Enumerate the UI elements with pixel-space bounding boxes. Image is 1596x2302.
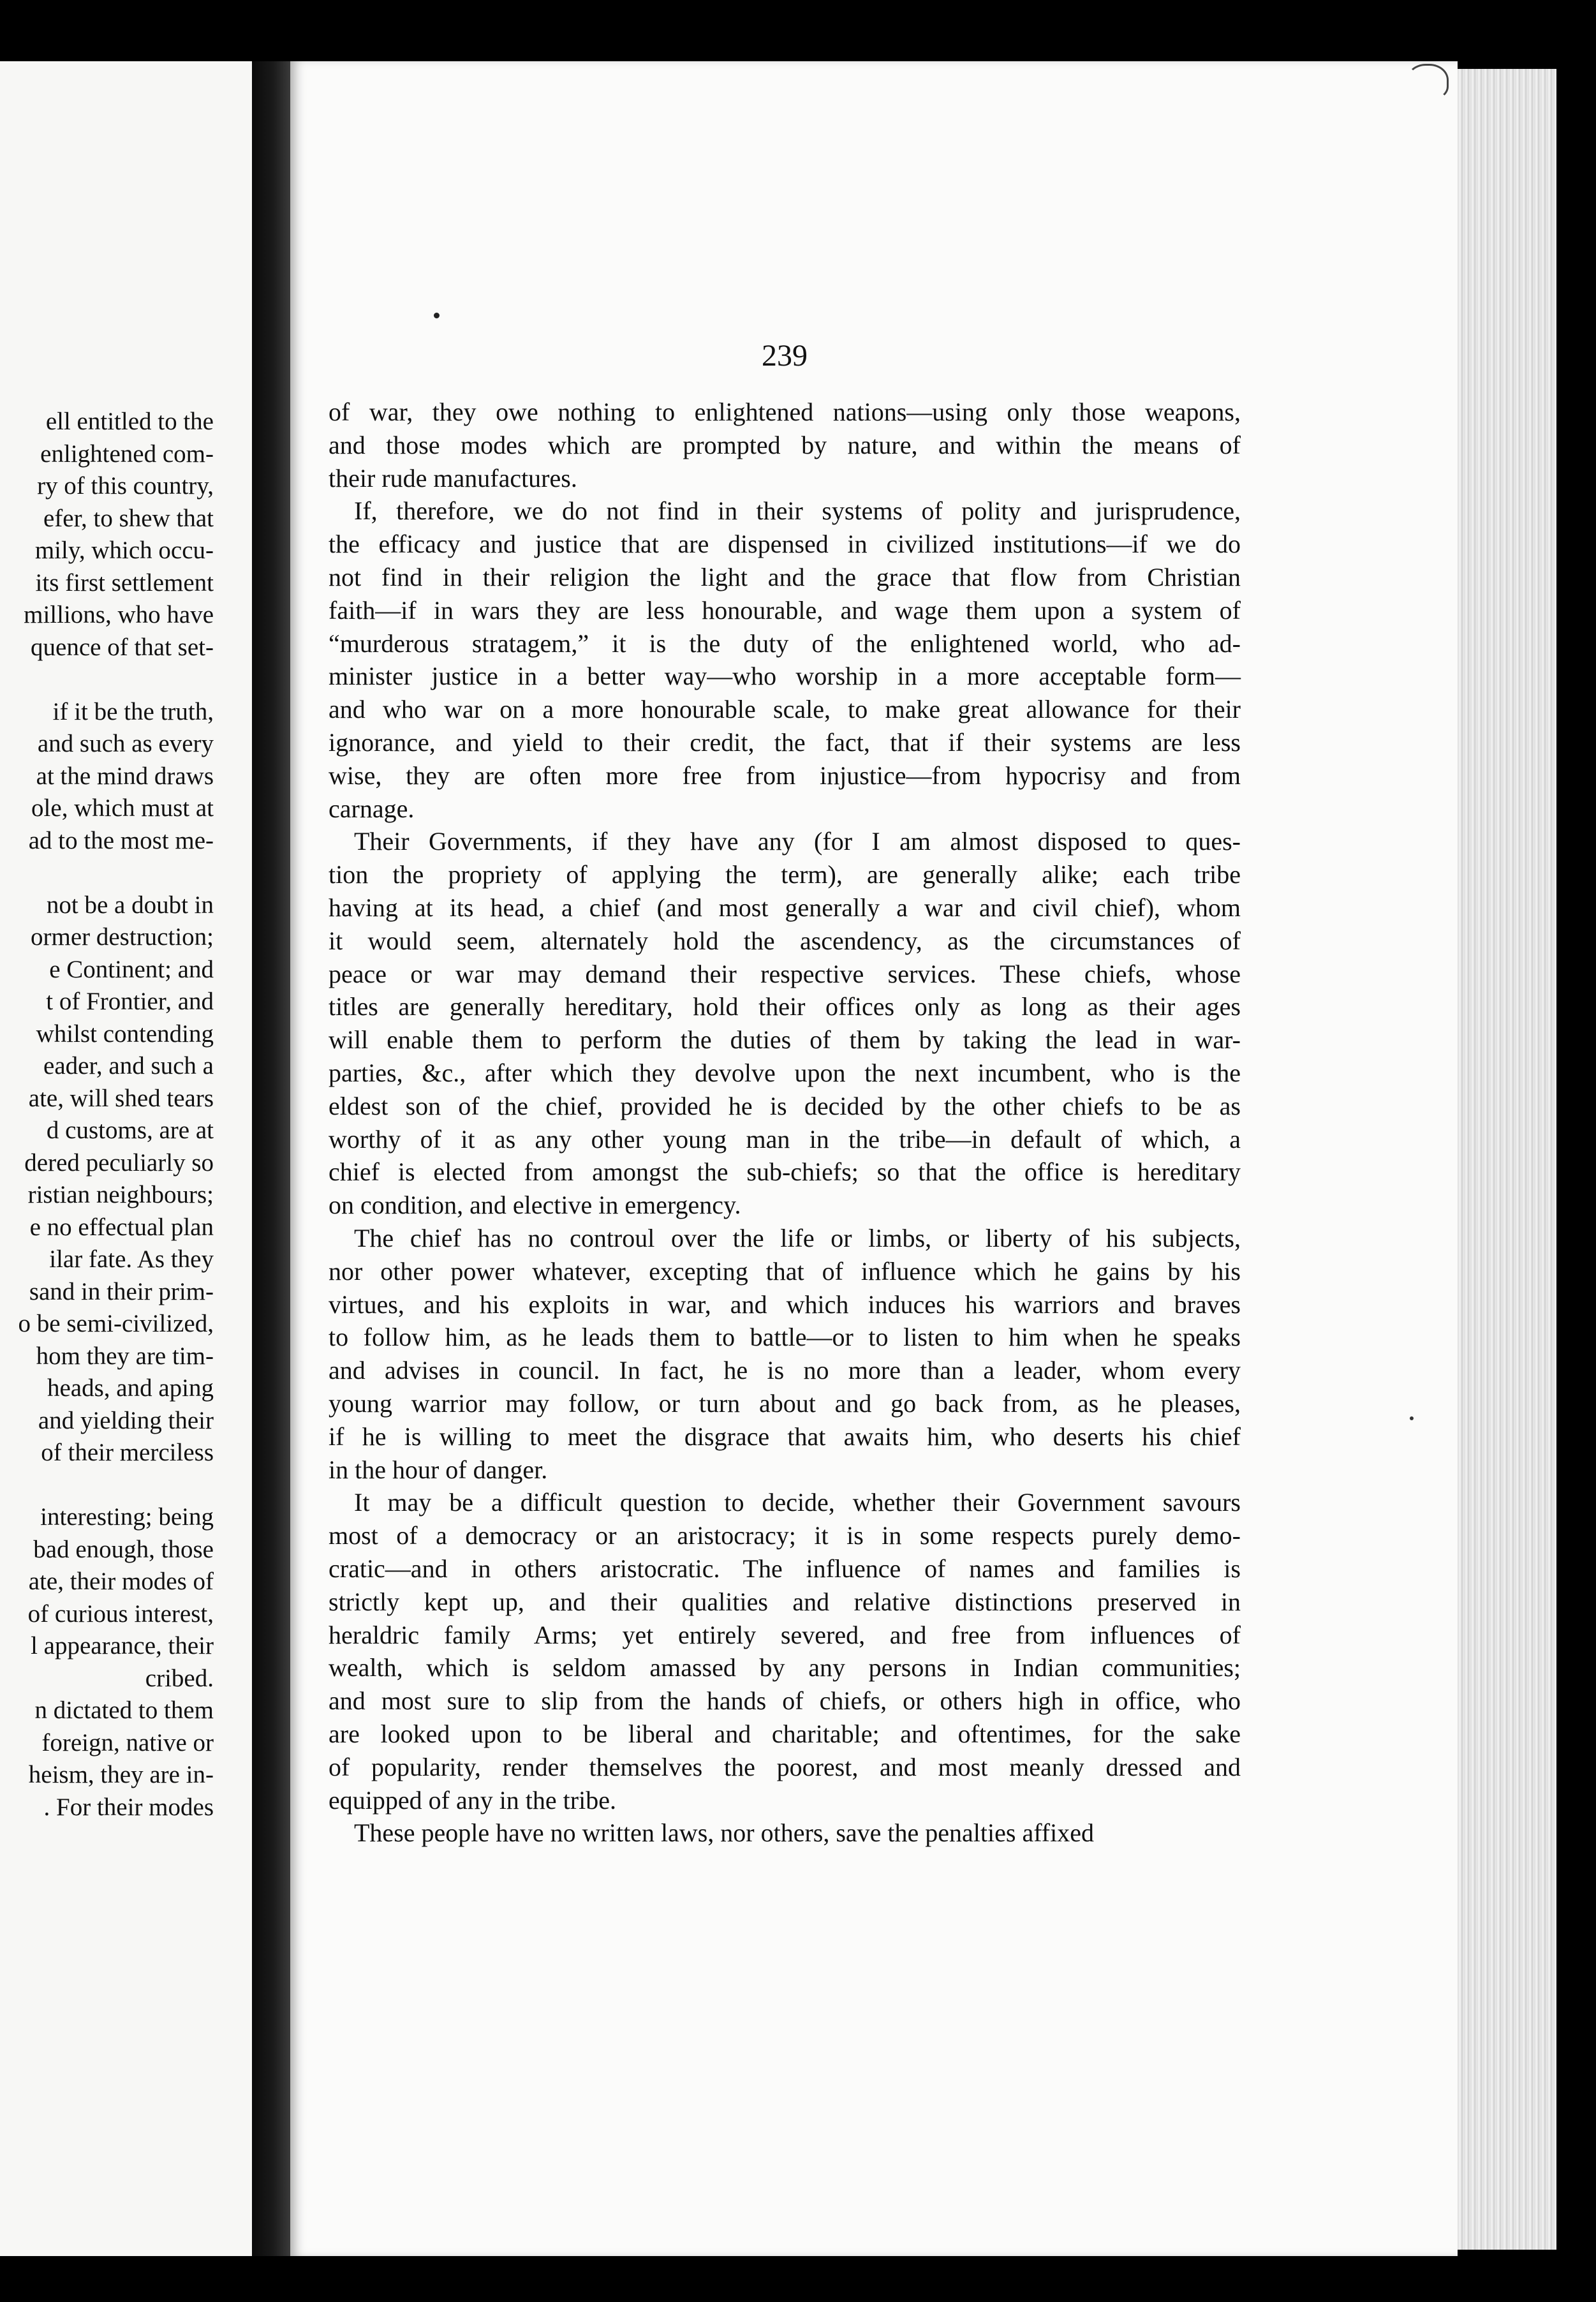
previous-page-line: heism, they are in-: [28, 1761, 214, 1788]
previous-page-line: sand in their prim-: [29, 1277, 214, 1305]
previous-page-line: at the mind draws: [36, 762, 214, 790]
previous-page-line: millions, who have: [24, 601, 214, 628]
body-line: nor other power whatever, excepting that of influence which he gains by his: [329, 1256, 1241, 1286]
body-line: cratic—and in others aristocratic. The influence of names and families is: [329, 1554, 1241, 1583]
body-line: and advises in council. In fact, he is no more than a leader, whom every: [329, 1356, 1241, 1385]
previous-page-line: its first settlement: [35, 568, 214, 597]
previous-page-line: and such as every: [37, 730, 214, 757]
previous-page-line: ole, which must at: [31, 794, 214, 822]
body-line: wealth, which is seldom amassed by any persons in Indian communities;: [329, 1653, 1241, 1682]
body-line: and most sure to slip from the hands of chiefs, or others high in office, who: [329, 1686, 1241, 1716]
book-gutter: [252, 61, 290, 2256]
body-line: their rude manufactures.: [329, 463, 577, 493]
body-line: on condition, and elective in emergency.: [329, 1191, 741, 1220]
body-line: most of a democracy or an aristocracy; it is in some respects purely demo-: [329, 1521, 1241, 1550]
previous-page-line: dered peculiarly so: [24, 1148, 214, 1177]
previous-page-line: hom they are tim-: [36, 1342, 214, 1370]
previous-page-line: ormer destruction;: [31, 923, 214, 951]
body-line: titles are generally hereditary, hold their offices only as long as their ages: [329, 992, 1241, 1021]
previous-page-line: ristian neighbours;: [27, 1181, 214, 1208]
ink-speck: [434, 313, 440, 318]
body-line: young warrior may follow, or turn about and go back from, as he pleases,: [329, 1389, 1241, 1418]
body-line: in the hour of danger.: [329, 1455, 548, 1484]
previous-page-line: e Continent; and: [49, 955, 214, 983]
previous-page-line: enlightened com-: [40, 440, 214, 468]
body-line: having at its head, a chief (and most generally a war and civil chief), whom: [329, 893, 1241, 922]
body-line: not find in their religion the light and the grace that flow from Christian: [329, 563, 1241, 591]
body-line: it would seem, alternately hold the ascendency, as the circumstances of: [329, 926, 1241, 955]
previous-page-line: . For their modes: [43, 1793, 214, 1821]
previous-page-line: ell entitled to the: [45, 408, 214, 435]
previous-page-line: n dictated to them: [34, 1697, 214, 1724]
previous-page-line: if it be the truth,: [52, 697, 214, 725]
previous-page-line: e no effectual plan: [29, 1213, 214, 1241]
scan-border: [1556, 69, 1596, 2250]
previous-page-line: quence of that set-: [31, 633, 214, 661]
body-line: peace or war may demand their respective services. These chiefs, whose: [329, 959, 1241, 988]
body-line: and those modes which are prompted by nature, and within the means of: [329, 430, 1241, 459]
previous-page-line: ate, will shed tears: [28, 1084, 214, 1112]
previous-page-line: efer, to shew that: [43, 504, 214, 532]
body-line: of war, they owe nothing to enlightened nations—using only those weapons,: [329, 397, 1241, 426]
previous-page-line: ad to the most me-: [28, 826, 214, 854]
body-line: will enable them to perform the duties of them by taking the lead in war-: [329, 1025, 1241, 1055]
body-line: parties, &c., after which they devolve upon the next incumbent, who is the: [329, 1058, 1241, 1087]
body-line: These people have no written laws, nor others, save the penalties affixed: [354, 1818, 1094, 1848]
body-line: If, therefore, we do not find in their systems of polity and jurisprudence,: [354, 496, 1241, 526]
body-line: worthy of it as any other young man in the tribe—in default of which, a: [329, 1124, 1241, 1154]
previous-page-line: of curious interest,: [27, 1600, 214, 1628]
previous-page-line: ilar fate. As they: [49, 1245, 214, 1273]
body-line: tion the propriety of applying the term), are generally alike; each tribe: [329, 860, 1241, 889]
body-line: equipped of any in the tribe.: [329, 1785, 616, 1815]
body-line: heraldric family Arms; yet entirely severed, and free from influences of: [329, 1620, 1241, 1649]
page-number: 239: [762, 339, 808, 373]
body-line: if he is willing to meet the disgrace that awaits him, who deserts his chief: [329, 1422, 1241, 1451]
body-line: Their Governments, if they have any (for I am almost disposed to ques-: [354, 827, 1241, 856]
body-line: carnage.: [329, 794, 415, 823]
previous-page-line: of their merciless: [41, 1439, 214, 1466]
body-line: eldest son of the chief, provided he is decided by the other chiefs to be as: [329, 1091, 1241, 1120]
body-line: the efficacy and justice that are dispensed in civilized institutions—if we do: [329, 530, 1241, 559]
body-line: virtues, and his exploits in war, and which induces his warriors and braves: [329, 1289, 1241, 1319]
previous-page-line: o be semi-civilized,: [18, 1310, 214, 1337]
body-line: “murderous stratagem,” it is the duty of the enlightened world, who ad-: [329, 628, 1241, 658]
previous-page-line: mily, which occu-: [34, 537, 214, 564]
previous-page-line: not be a doubt in: [46, 891, 214, 919]
previous-page-line: heads, and aping: [47, 1374, 214, 1402]
previous-page: [0, 61, 252, 2256]
body-line: and who war on a more honourable scale, to make great allowance for their: [329, 695, 1241, 724]
previous-page-line: interesting; being: [40, 1503, 214, 1531]
previous-page-line: eader, and such a: [43, 1052, 214, 1080]
previous-page-line: and yielding their: [38, 1406, 214, 1434]
body-line: ignorance, and yield to their credit, the fact, that if their systems are less: [329, 728, 1241, 757]
previous-page-line: ry of this country,: [37, 472, 214, 500]
body-line: of popularity, render themselves the poorest, and most meanly dressed and: [329, 1752, 1241, 1781]
previous-page-line: whilst contending: [36, 1020, 214, 1048]
body-line: It may be a difficult question to decide, whether their Government savours: [354, 1488, 1241, 1517]
body-line: chief is elected from amongst the sub-chiefs; so that the office is hereditary: [329, 1157, 1241, 1187]
previous-page-line: cribed.: [145, 1664, 214, 1692]
body-line: strictly kept up, and their qualities and relative distinctions preserved in: [329, 1587, 1241, 1616]
body-line: to follow him, as he leads them to battle—or to listen to him when he speaks: [329, 1323, 1241, 1352]
margin-speck: [1410, 1416, 1414, 1420]
body-line: The chief has no controul over the life or limbs, or liberty of his subjects,: [354, 1224, 1241, 1252]
previous-page-line: d customs, are at: [46, 1117, 214, 1144]
previous-page-line: bad enough, those: [33, 1535, 214, 1563]
body-line: are looked upon to be liberal and charitable; and oftentimes, for the sake: [329, 1719, 1241, 1748]
body-line: minister justice in a better way—who worship in a more acceptable form—: [329, 662, 1241, 691]
previous-page-line: ate, their modes of: [28, 1568, 214, 1595]
body-line: faith—if in wars they are less honourable, and wage them upon a system of: [329, 595, 1241, 625]
previous-page-line: l appearance, their: [31, 1632, 214, 1660]
previous-page-line: foreign, native or: [41, 1728, 214, 1756]
previous-page-line: t of Frontier, and: [46, 988, 214, 1015]
body-line: wise, they are often more free from injustice—from hypocrisy and from: [329, 761, 1241, 790]
